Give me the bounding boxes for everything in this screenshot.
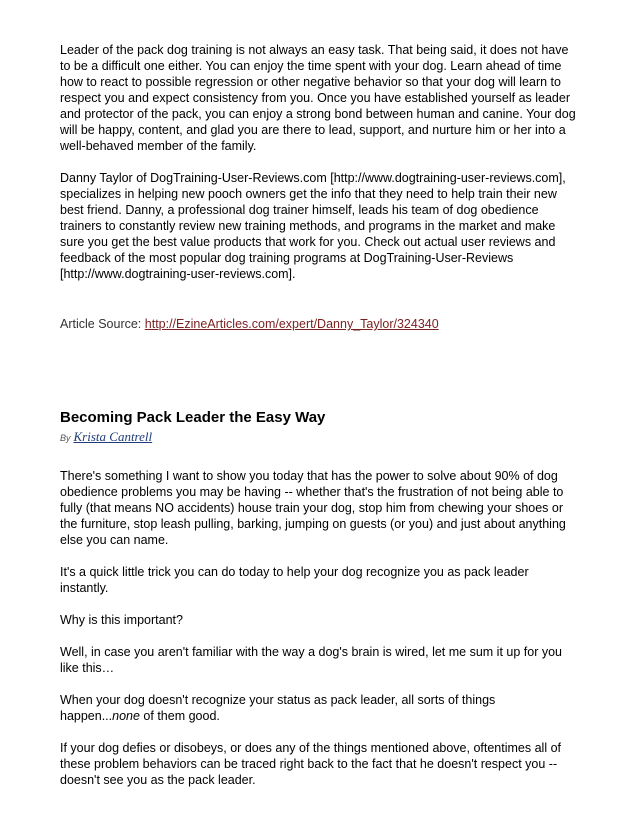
paragraph-5-end: of them good. [139,709,220,723]
article-source-link[interactable]: http://EzineArticles.com/expert/Danny_Taylor/324340 [144,317,439,331]
document-page [60,42,578,787]
paragraph-5-emphasis: none [112,709,140,723]
article-source-label: Article Source: [60,317,145,331]
article2-paragraph-1: There's something I want to show you today that has the power to solve about 90% of dog obedience problems you may be having -- whether that's the frustration of not being able to fully (that means NO accidents) house train your dog, stop him from chewing your shoes or the furniture, stop leash pulling, barking, jumping on guests (or you) and just about anything else you can name. [60,469,566,547]
paragraph-5-start: When your dog doesn't recognize your status as pack leader, all sorts of things happen... [60,693,496,723]
article2-byline [60,429,152,446]
article2-body [60,468,578,788]
article2-title: Becoming Pack Leader the Easy Way [60,409,326,426]
article1-author-bio: Danny Taylor of DogTraining-User-Reviews.com [http://www.dogtraining-user-reviews.com], specializes in helping new pooch owners get the info that they need to help train their new best friend. Danny, a professional dog trainer himself, leads his team of dog obedience trainers to constantly review new training methods, and programs in the market and make sure you get the best value products that work for you. Check out actual user reviews and feedback of the most popular dog training programs at DogTraining-User-Reviews [http://www.dogtraining-user-reviews.com]. [60,171,566,281]
article-source [60,316,578,332]
article2-paragraph-2: It's a quick little trick you can do today to help your dog recognize you as pack leader instantly. [60,565,529,595]
article2-paragraph-5 [60,692,578,724]
article1-paragraph-1: Leader of the pack dog training is not always an easy task. That being said, it does not have to be a difficult one either. You can enjoy the time spent with your dog. Learn ahead of time how to react to possible regression or other negative behavior so that your dog will learn to respect you and expect consistency from you. Once you have established yourself as leader and protector of the pack, you can enjoy a strong bond between human and canine. Your dog will be happy, content, and glad you are there to lead, support, and nurture him or her into a well-behaved member of the family. [60,43,576,153]
byline-label: By [60,433,71,443]
author-link[interactable]: Krista Cantrell [73,429,153,444]
article2-paragraph-4: Well, in case you aren't familiar with the way a dog's brain is wired, let me sum it up for you like this… [60,645,562,675]
article2-paragraph-3: Why is this important? [60,613,183,627]
article2-paragraph-6: If your dog defies or disobeys, or does any of the things mentioned above, oftentimes all of these problem behaviors can be traced right back to the fact that he doesn't respect you -- doesn't see you as the pack leader. [60,741,561,787]
